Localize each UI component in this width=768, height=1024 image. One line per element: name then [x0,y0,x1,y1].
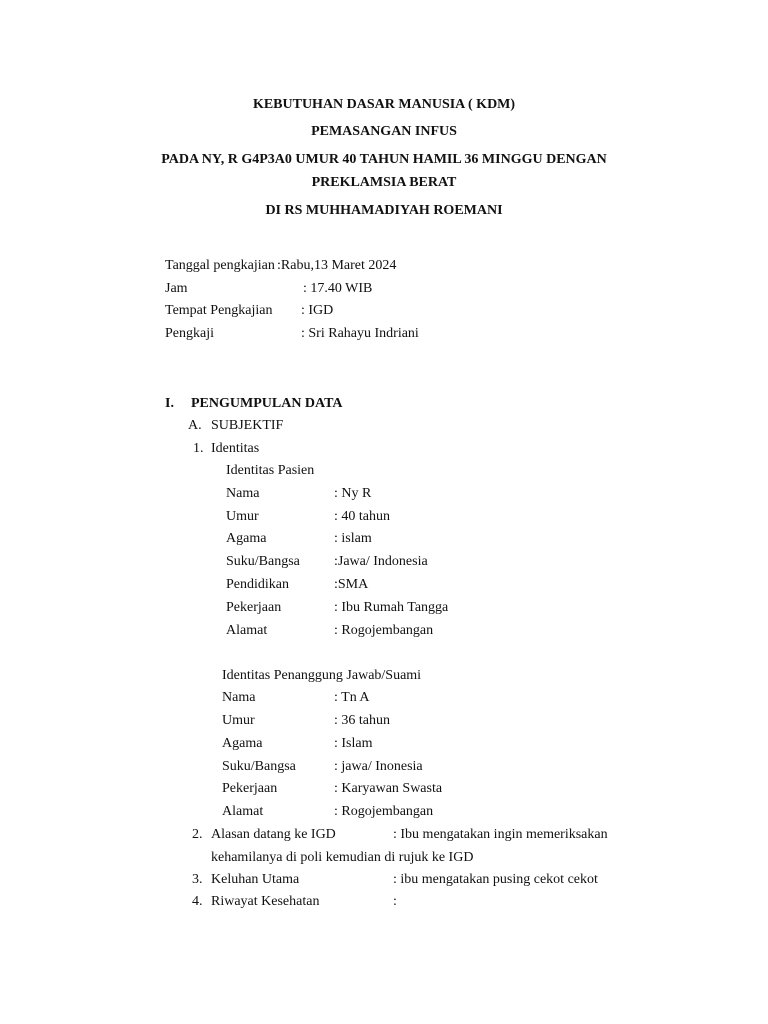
item-1-number: 1. [193,441,204,456]
guardian-label-pekerjaan: Pekerjaan [222,781,278,796]
patient-heading: Identitas Pasien [226,463,315,478]
item-3-label: Keluhan Utama [211,872,300,887]
patient-label-alamat: Alamat [226,623,268,638]
patient-value-agama: : islam [334,531,372,546]
item-4-label: Riwayat Kesehatan [211,894,320,909]
patient-value-pekerjaan: : Ibu Rumah Tangga [334,600,449,615]
doc-title-line-1: KEBUTUHAN DASAR MANUSIA ( KDM) [252,97,516,112]
item-2-continuation: kehamilanya di poli kemudian di rujuk ke IGD [211,850,474,865]
info-label-tempat: Tempat Pengkajian [165,303,273,318]
info-value-pengkaji: : Sri Rahayu Indriani [301,326,419,341]
subsection-title: SUBJEKTIF [211,418,284,433]
info-value-jam: : 17.40 WIB [303,281,373,296]
doc-title-line-5: DI RS MUHHAMADIYAH ROEMANI [265,203,503,218]
guardian-label-umur: Umur [222,713,255,728]
item-2-label: Alasan datang ke IGD [211,827,336,842]
guardian-value-agama: : Islam [334,736,373,751]
info-label-pengkaji: Pengkaji [165,326,214,341]
item-3-number: 3. [192,872,203,887]
info-value-tempat: : IGD [301,303,334,318]
info-label-tanggal: Tanggal pengkajian [165,258,275,273]
guardian-label-nama: Nama [222,690,256,705]
patient-value-alamat: : Rogojembangan [334,623,434,638]
item-2-value: : Ibu mengatakan ingin memeriksakan [393,827,608,842]
info-value-tanggal: :Rabu,13 Maret 2024 [277,258,397,273]
item-2-number: 2. [192,827,203,842]
item-1-title: Identitas [211,441,260,456]
doc-title-line-3: PADA NY, R G4P3A0 UMUR 40 TAHUN HAMIL 36 MINGGU DENGAN [161,152,607,167]
info-label-jam: Jam [165,281,188,296]
patient-label-agama: Agama [226,531,267,546]
patient-value-suku: :Jawa/ Indonesia [334,554,428,569]
guardian-value-pekerjaan: : Karyawan Swasta [334,781,443,796]
section-title: PENGUMPULAN DATA [191,396,343,411]
item-4-number: 4. [192,894,203,909]
patient-label-pekerjaan: Pekerjaan [226,600,282,615]
item-4-value: : [393,894,397,909]
patient-label-pendidikan: Pendidikan [226,577,289,592]
doc-title-line-4: PREKLAMSIA BERAT [311,175,457,190]
subsection-letter: A. [188,418,202,433]
patient-value-umur: : 40 tahun [334,509,390,524]
patient-value-pendidikan: :SMA [334,577,369,592]
guardian-label-alamat: Alamat [222,804,264,819]
guardian-label-suku: Suku/Bangsa [222,759,296,774]
guardian-value-suku: : jawa/ Inonesia [334,759,423,774]
section-number: I. [165,396,174,411]
patient-label-suku: Suku/Bangsa [226,554,300,569]
guardian-label-agama: Agama [222,736,263,751]
guardian-heading: Identitas Penanggung Jawab/Suami [222,668,422,683]
patient-label-nama: Nama [226,486,260,501]
guardian-value-nama: : Tn A [334,690,370,705]
patient-label-umur: Umur [226,509,259,524]
item-3-value: : ibu mengatakan pusing cekot cekot [393,872,598,887]
patient-value-nama: : Ny R [334,486,372,501]
guardian-value-alamat: : Rogojembangan [334,804,434,819]
guardian-value-umur: : 36 tahun [334,713,390,728]
doc-title-line-2: PEMASANGAN INFUS [311,124,457,139]
